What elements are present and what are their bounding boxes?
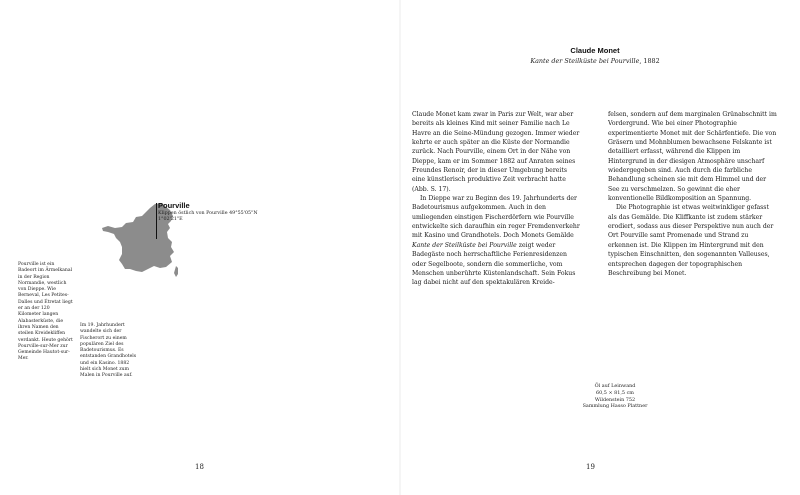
side-caption-pourville: Pourville ist ein Badeort im Ärmelkanal in der Region Normandie, westlich von Dieppe. Wie Berneval, Les Petites-Dalles und Étretat liegt er an der 120 Kilometer langen Alabasterküste, die ihren Namen den steilen Kreidekliffen verdankt. Heute gehört Pourville-sur-Mer zur Gemeinde Hautot-sur-Mer.: [18, 262, 73, 362]
artwork-metadata: [560, 383, 670, 410]
painting-heading: [500, 46, 690, 67]
map-label-title: Pourville: [158, 201, 190, 210]
corsica-island: [174, 266, 178, 277]
painting-year: , 1882: [639, 57, 660, 65]
artist-name: Claude Monet: [570, 46, 620, 55]
map-label-coordinates: Klippen östlich von Pourville 49°55'05"N 1°02'21"E: [158, 211, 258, 222]
painting-title-line: [500, 56, 690, 67]
painting-title: Kante der Steilküste bei Pourville: [530, 57, 640, 65]
text-run: In Dieppe war zu Beginn des 19. Jahrhunderts der Badetourismus aufgekommen. Auch in den umliegenden einstigen Fischerdörfern wie Pourville entwickelte sich daraufhin ein reger Fremdenverkehr mit Kasino und Grandhotels. Doch Monets Gemälde: [412, 195, 580, 240]
paragraph: Claude Monet kam zwar in Paris zur Welt, war aber bereits als kleines Kind mit seiner Familie nach Le Havre an die Seine-Mündung gezogen. Immer wieder kehrte er auch später an die Küste der Normandie zurück. Nach Pourville, einem Ort in der Nähe von Dieppe, kam er im Sommer 1882 auf Anraten seines Freundes Renoir, der in dieser Umgebung bereits eine künstlerisch produktive Zeit verbracht hatte (Abb. S. 17).: [412, 111, 580, 193]
text-column-left: [412, 110, 582, 288]
paragraph: felsen, sondern auf dem marginalen Grünabschnitt im Vordergrund. Wie bei einer Photographie experimentierte Monet mit der Schärfentiefe. Die von Gräsern und Mohnblumen bewachsene Felskante ist detailliert erfasst, während die Klippen im Hintergrund in der diesigen Atmosphäre unscharf wiedergegeben sind. Auch durch die farbliche Behandlung scheinen sie mit dem Himmel und der See zu verschmelzen. So gewinnt die eher konventionelle Bildkomposition an Spannung.: [608, 111, 777, 203]
side-caption-history: Im 19. Jahrhundert wandelte sich der Fischerort zu einem populären Ziel des Badetourismus. Es entstanden Grandhotels und ein Kasino. 1882 hielt sich Monet zum Malen in Pourville auf.: [80, 323, 137, 379]
text-run: zeigt weder Badegäste noch herrschaftliche Ferienresidenzen oder Segelboote, sondern die sommerliche, vom Menschen unberührte Küstenlandschaft. Sein Fokus lag dabei nicht auf den spektakulären Kreide-: [412, 241, 576, 287]
pourville-marker-line: [156, 203, 157, 239]
france-map-shape: [100, 198, 180, 278]
paragraph: [412, 194, 582, 287]
artwork-size: 60,5 × 81,5 cm: [596, 389, 634, 396]
artwork-collection: Sammlung Hasso Plattner: [582, 403, 648, 410]
artwork-medium: Öl auf Leinwand: [594, 383, 636, 389]
inline-painting-title: Kante der Steilküste bei Pourville: [412, 241, 517, 249]
text-column-right: [608, 110, 778, 278]
artwork-catalogue: Wildenstein 752: [594, 396, 636, 403]
page-number-right: 19: [586, 463, 595, 471]
page-number-left: 18: [195, 463, 204, 471]
paragraph: Die Photographie ist etwas weitwinkliger gefasst als das Gemälde. Die Kliffkante ist zudem stärker erodiert, sodass aus dieser Perspektive nun auch der Ort Pourville samt Promenade und Strand zu erkennen ist. Die Klippen im Hintergrund mit den typischen Einschnitten, den sogenannten Valleuses, entsprechen dagegen der topographischen Beschreibung bei Monet.: [608, 204, 774, 277]
book-gutter: [399, 0, 401, 495]
